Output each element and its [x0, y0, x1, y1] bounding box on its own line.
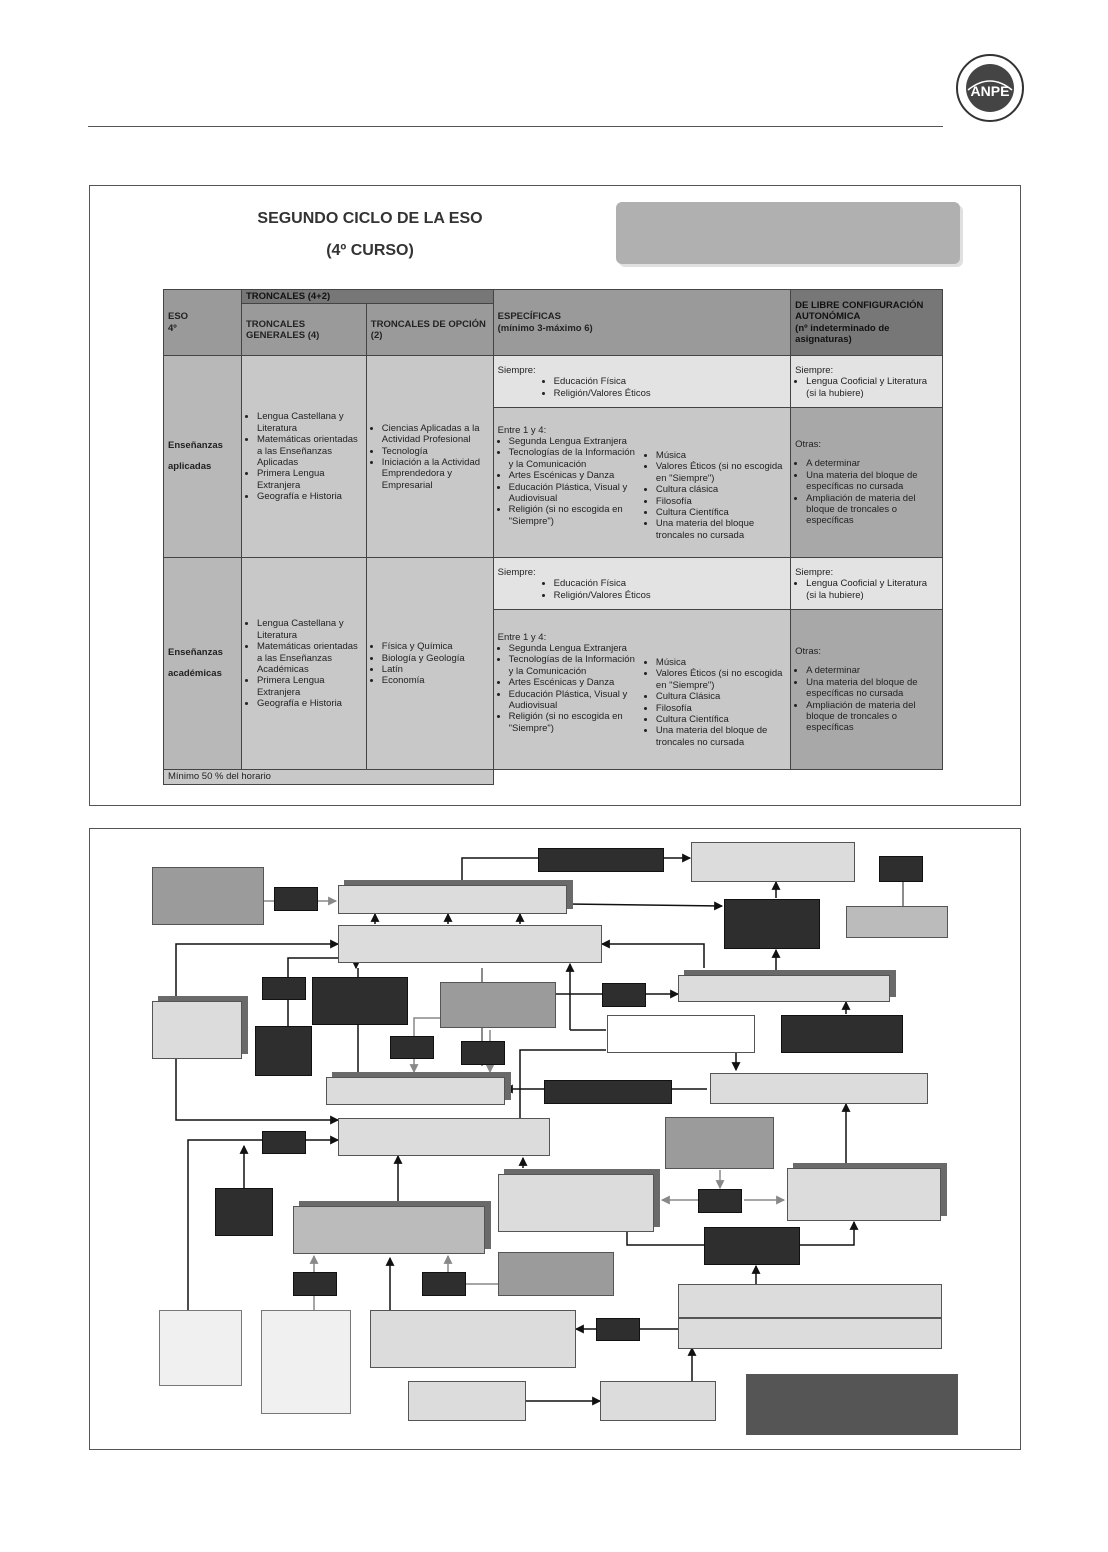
subject-item: • Lengua Castellana y Literatura [257, 411, 362, 434]
subject-item: • Una materia del bloque troncales no cursada [656, 518, 786, 541]
subject-item: • Religión (si no escogida en "Siempre") [509, 504, 639, 527]
diagram-tag [538, 848, 664, 872]
svg-text:ANPE: ANPE [970, 83, 1010, 99]
subject-item: • Geografía e Historia [257, 698, 362, 709]
diagram-box [724, 899, 820, 949]
section-title-line1: SEGUNDO CICLO DE LA ESO [257, 210, 483, 227]
diagram-box [159, 1310, 242, 1386]
eso-label: ESO 4º [164, 290, 242, 356]
subject-item: • Valores Éticos (si no escogida en "Siempre") [656, 461, 786, 484]
diagram-box [678, 1318, 942, 1349]
diagram-legend-box [746, 1374, 958, 1435]
diagram-tag [293, 1272, 337, 1296]
diagram-tag [422, 1272, 466, 1296]
diagram-box [600, 1381, 716, 1421]
subject-item: • Educación Plástica, Visual y Audiovisual [509, 689, 639, 712]
subject-item: • Física y Química [382, 641, 489, 652]
diagram-tag [879, 856, 923, 882]
especificas-header: ESPECÍFICAS (mínimo 3-máximo 6) [493, 290, 791, 356]
libre-header: DE LIBRE CONFIGURACIÓN AUTONÓMICA (nº indeterminado de asignaturas) [791, 290, 943, 356]
subject-item: • Filosofía [656, 496, 786, 507]
subject-item: • Educación Plástica, Visual y Audiovisual [509, 482, 639, 505]
diagram-box [255, 1026, 312, 1076]
academicas-label: Enseñanzas académicas [164, 558, 242, 770]
table-footer: Mínimo 50 % del horario [164, 770, 494, 784]
subject-item: • Economía [382, 675, 489, 686]
subject-item: • Educación Física [554, 376, 787, 387]
siempre-title: Siempre: [497, 364, 536, 376]
diagram-box [338, 1118, 550, 1156]
subject-item: • Cultura clásica [656, 484, 786, 495]
diagram-box [678, 975, 890, 1002]
subject-item: • Latín [382, 664, 489, 675]
entre-title: Entre 1 y 4: [497, 424, 547, 436]
subject-item: • A determinar [806, 458, 938, 469]
diagram-box [710, 1073, 928, 1104]
diagram-box [408, 1381, 526, 1421]
subject-item: • Ampliación de materia del bloque de troncales o específicas [806, 700, 938, 734]
diagram-box [215, 1188, 273, 1236]
subject-item: • Primera Lengua Extranjera [257, 468, 362, 491]
diagram-box [498, 1174, 654, 1232]
diagram-box [665, 1117, 774, 1169]
subject-item: • Religión/Valores Éticos [554, 590, 787, 601]
diagram-box [440, 982, 556, 1028]
diagram-box [607, 1015, 755, 1053]
subject-item: • Una materia del bloque de específicas no cursada [806, 677, 938, 700]
subject-item: • Ciencias Aplicadas a la Actividad Profesional [382, 423, 489, 446]
diagram-tag [698, 1189, 742, 1213]
diagram-tag [544, 1080, 672, 1104]
libre-siempre-title: Siempre: [795, 364, 834, 376]
subject-item: • Artes Escénicas y Danza [509, 470, 639, 481]
subject-item: • Tecnologías de la Información y la Comunicación [509, 447, 639, 470]
subject-item: • Una materia del bloque de específicas no cursada [806, 470, 938, 493]
subject-item: • Religión/Valores Éticos [554, 388, 787, 399]
otras-title: Otras: [795, 646, 822, 658]
troncales-header: TRONCALES (4+2) [241, 290, 493, 304]
diagram-box [338, 925, 602, 963]
subject-item: • Una materia del bloque de troncales no cursada [656, 725, 786, 748]
otras-title: Otras: [795, 439, 822, 451]
subject-item: • Religión (si no escogida en "Siempre") [509, 711, 639, 734]
libre-siempre-title: Siempre: [795, 566, 834, 578]
subject-item: • Tecnología [382, 446, 489, 457]
subject-item: • Lengua Cooficial y Literatura (si la hubiere) [806, 376, 938, 399]
subject-item: • Segunda Lengua Extranjera [509, 436, 639, 447]
diagram-box [370, 1310, 576, 1368]
subject-item: • Matemáticas orientadas a las Enseñanzas Académicas [257, 641, 362, 675]
diagram-tag [596, 1318, 640, 1341]
subject-item: • Cultura Científica [656, 507, 786, 518]
diagram-tag [262, 1131, 306, 1154]
entre-title: Entre 1 y 4: [497, 631, 547, 643]
subject-item: • Lengua Cooficial y Literatura (si la hubiere) [806, 578, 938, 601]
subject-item: • Filosofía [656, 703, 786, 714]
diagram-box [326, 1077, 505, 1105]
subject-item: • Valores Éticos (si no escogida en "Siempre") [656, 668, 786, 691]
section-title-line2: (4º CURSO) [326, 242, 414, 259]
diagram-box [691, 842, 855, 882]
subject-item: • Tecnologías de la Información y la Comunicación [509, 654, 639, 677]
subject-item: • Matemáticas orientadas a las Enseñanzas Aplicadas [257, 434, 362, 468]
diagram-box [152, 867, 264, 925]
diagram-tag [461, 1041, 505, 1065]
subject-item: • Cultura Clásica [656, 691, 786, 702]
diagram-box [152, 1001, 242, 1059]
subject-item: • Geografía e Historia [257, 491, 362, 502]
diagram-box [678, 1284, 942, 1318]
diagram-tag [390, 1036, 434, 1059]
troncales-opcion-header: TRONCALES DE OPCIÓN (2) [366, 304, 493, 356]
siempre-title: Siempre: [497, 566, 536, 578]
diagram-box [781, 1015, 903, 1053]
diagram-tag [274, 887, 318, 911]
subject-item: • Música [656, 657, 786, 668]
diagram-box [312, 977, 408, 1025]
diagram-box [498, 1252, 614, 1296]
subject-item: • Segunda Lengua Extranjera [509, 643, 639, 654]
subject-item: • Iniciación a la Actividad Emprendedora y Empresarial [382, 457, 489, 491]
subject-item: • Ampliación de materia del bloque de troncales o específicas [806, 493, 938, 527]
diagram-tag [262, 977, 306, 1000]
diagram-box [261, 1310, 351, 1414]
diagram-box [846, 906, 948, 938]
subject-item: • A determinar [806, 665, 938, 676]
subject-item: • Educación Física [554, 578, 787, 589]
diagram-box [787, 1168, 941, 1221]
aplicadas-label: Enseñanzas aplicadas [164, 356, 242, 558]
subject-item: • Música [656, 450, 786, 461]
subject-item: • Cultura Científica [656, 714, 786, 725]
subject-item: • Artes Escénicas y Danza [509, 677, 639, 688]
diagram-box [293, 1206, 485, 1254]
subject-item: • Primera Lengua Extranjera [257, 675, 362, 698]
troncales-generales-header: TRONCALES GENERALES (4) [241, 304, 366, 356]
diagram-box [338, 885, 567, 914]
subject-item: • Lengua Castellana y Literatura [257, 618, 362, 641]
diagram-box [704, 1227, 800, 1265]
subject-item: • Biología y Geología [382, 653, 489, 664]
diagram-tag [602, 983, 646, 1007]
